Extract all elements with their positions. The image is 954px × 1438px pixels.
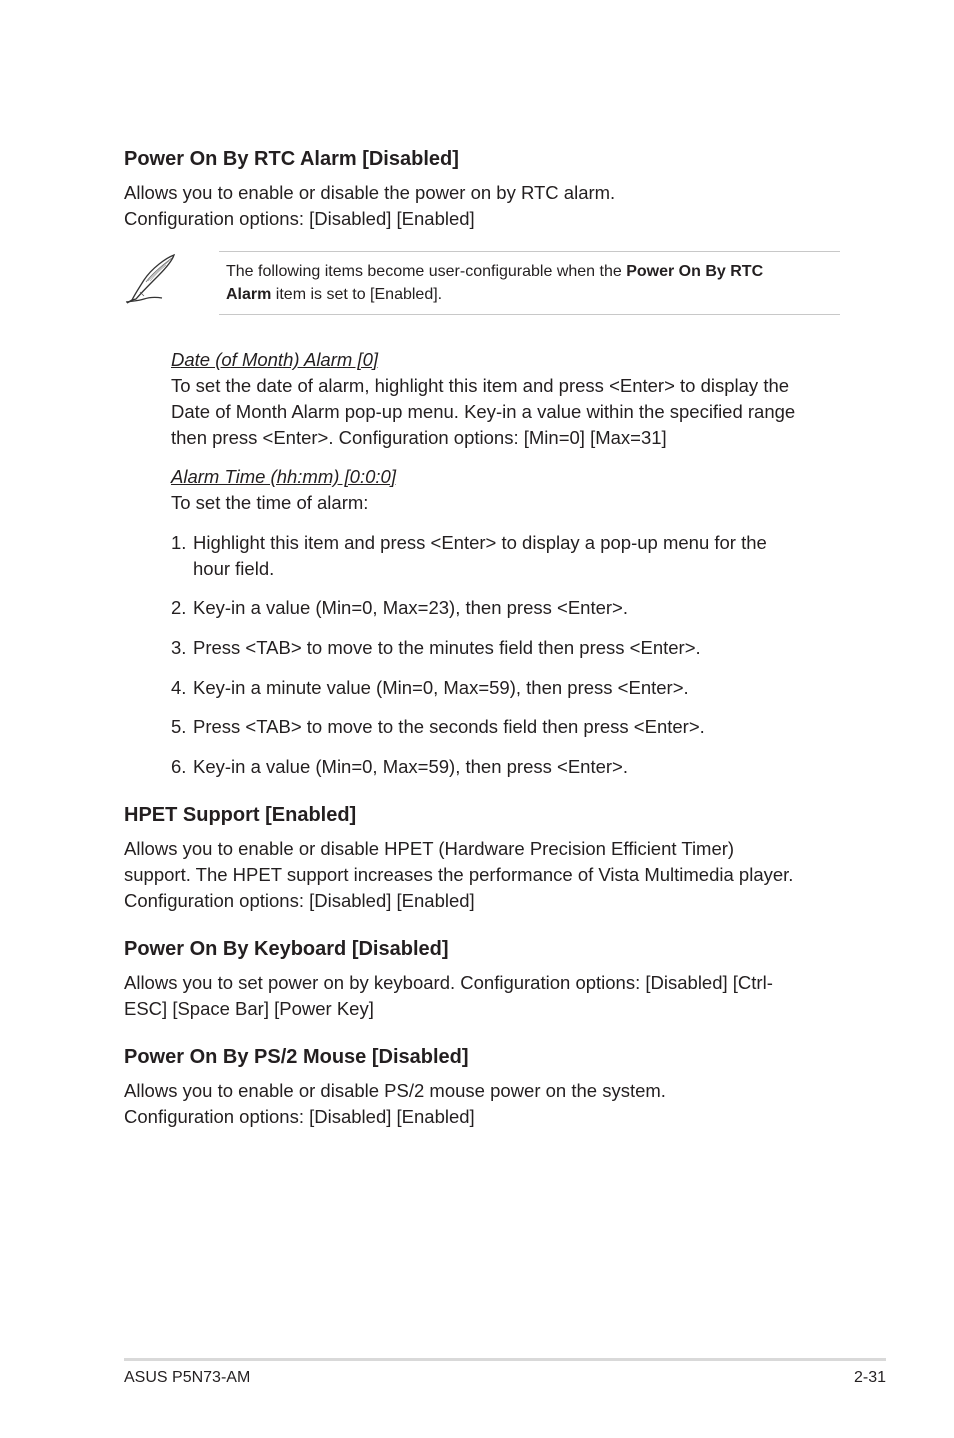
note-text-pre: The following items become user-configurable when the: [226, 263, 627, 280]
pen-note-icon: [122, 252, 180, 306]
list-item-text: Key-in a value (Min=0, Max=59), then press <Enter>.: [193, 756, 628, 777]
list-item-text-cont: hour field.: [193, 558, 275, 579]
rtc-config-options: Configuration options: [Disabled] [Enabled]: [124, 208, 475, 229]
note-bottom-rule: [219, 314, 840, 315]
date-alarm-line1: To set the date of alarm, highlight this item and press <Enter> to display the: [171, 375, 790, 396]
date-alarm-line3: then press <Enter>. Configuration options: [Min=0] [Max=31]: [171, 427, 667, 448]
list-item: [171, 635, 851, 661]
list-item-text: Press <TAB> to move to the seconds field then press <Enter>.: [193, 716, 705, 737]
list-item: [171, 754, 851, 780]
note-text-bold-2: Alarm: [226, 286, 272, 303]
mouse-line1: Allows you to enable or disable PS/2 mouse power on the system.: [124, 1080, 666, 1101]
footer-rule: [124, 1358, 886, 1361]
keyboard-line2: ESC] [Space Bar] [Power Key]: [124, 998, 374, 1019]
list-item: [171, 675, 851, 701]
list-item-text: Key-in a value (Min=0, Max=23), then press <Enter>.: [193, 597, 628, 618]
list-item-text: Highlight this item and press <Enter> to display a pop-up menu for the: [193, 532, 767, 553]
mouse-config-options: Configuration options: [Disabled] [Enabled]: [124, 1106, 475, 1127]
rtc-description-line1: Allows you to enable or disable the power on by RTC alarm.: [124, 182, 616, 203]
subitem-title-date-alarm: Date (of Month) Alarm [0]: [171, 349, 378, 370]
list-item: [171, 714, 851, 740]
note-top-rule: [219, 251, 840, 252]
hpet-line2: support. The HPET support increases the performance of Vista Multimedia player.: [124, 864, 794, 885]
note-text-bold: Power On By RTC: [626, 263, 764, 280]
list-item-number: 3.: [171, 637, 187, 658]
hpet-config-options: Configuration options: [Disabled] [Enabled]: [124, 890, 475, 911]
keyboard-line1: Allows you to set power on by keyboard. Configuration options: [Disabled] [Ctrl-: [124, 972, 773, 993]
list-item-text: Key-in a minute value (Min=0, Max=59), then press <Enter>.: [193, 677, 689, 698]
note-text-post: item is set to [Enabled].: [271, 286, 443, 303]
list-item-number: 1.: [171, 532, 187, 553]
hpet-line1: Allows you to enable or disable HPET (Hardware Precision Efficient Timer): [124, 838, 735, 859]
list-item-text: Press <TAB> to move to the minutes field then press <Enter>.: [193, 637, 701, 658]
section-heading-ps2-mouse: Power On By PS/2 Mouse [Disabled]: [124, 1046, 469, 1068]
list-item: [171, 530, 851, 582]
section-heading-rtc-alarm: Power On By RTC Alarm [Disabled]: [124, 148, 459, 170]
list-item-number: 2.: [171, 597, 187, 618]
footer-page-number: 2-31: [853, 1369, 886, 1386]
section-heading-hpet: HPET Support [Enabled]: [124, 804, 357, 826]
list-item-number: 6.: [171, 756, 187, 777]
alarm-time-intro: To set the time of alarm:: [171, 492, 369, 513]
list-item-number: 4.: [171, 677, 187, 698]
section-heading-keyboard: Power On By Keyboard [Disabled]: [124, 938, 449, 960]
list-item-number: 5.: [171, 716, 187, 737]
date-alarm-line2: Date of Month Alarm pop-up menu. Key-in a value within the specified range: [171, 401, 796, 422]
list-item: [171, 595, 851, 621]
subitem-title-alarm-time: Alarm Time (hh:mm) [0:0:0]: [171, 466, 396, 487]
note-text: [226, 260, 826, 306]
footer-product-name: ASUS P5N73-AM: [124, 1369, 251, 1386]
